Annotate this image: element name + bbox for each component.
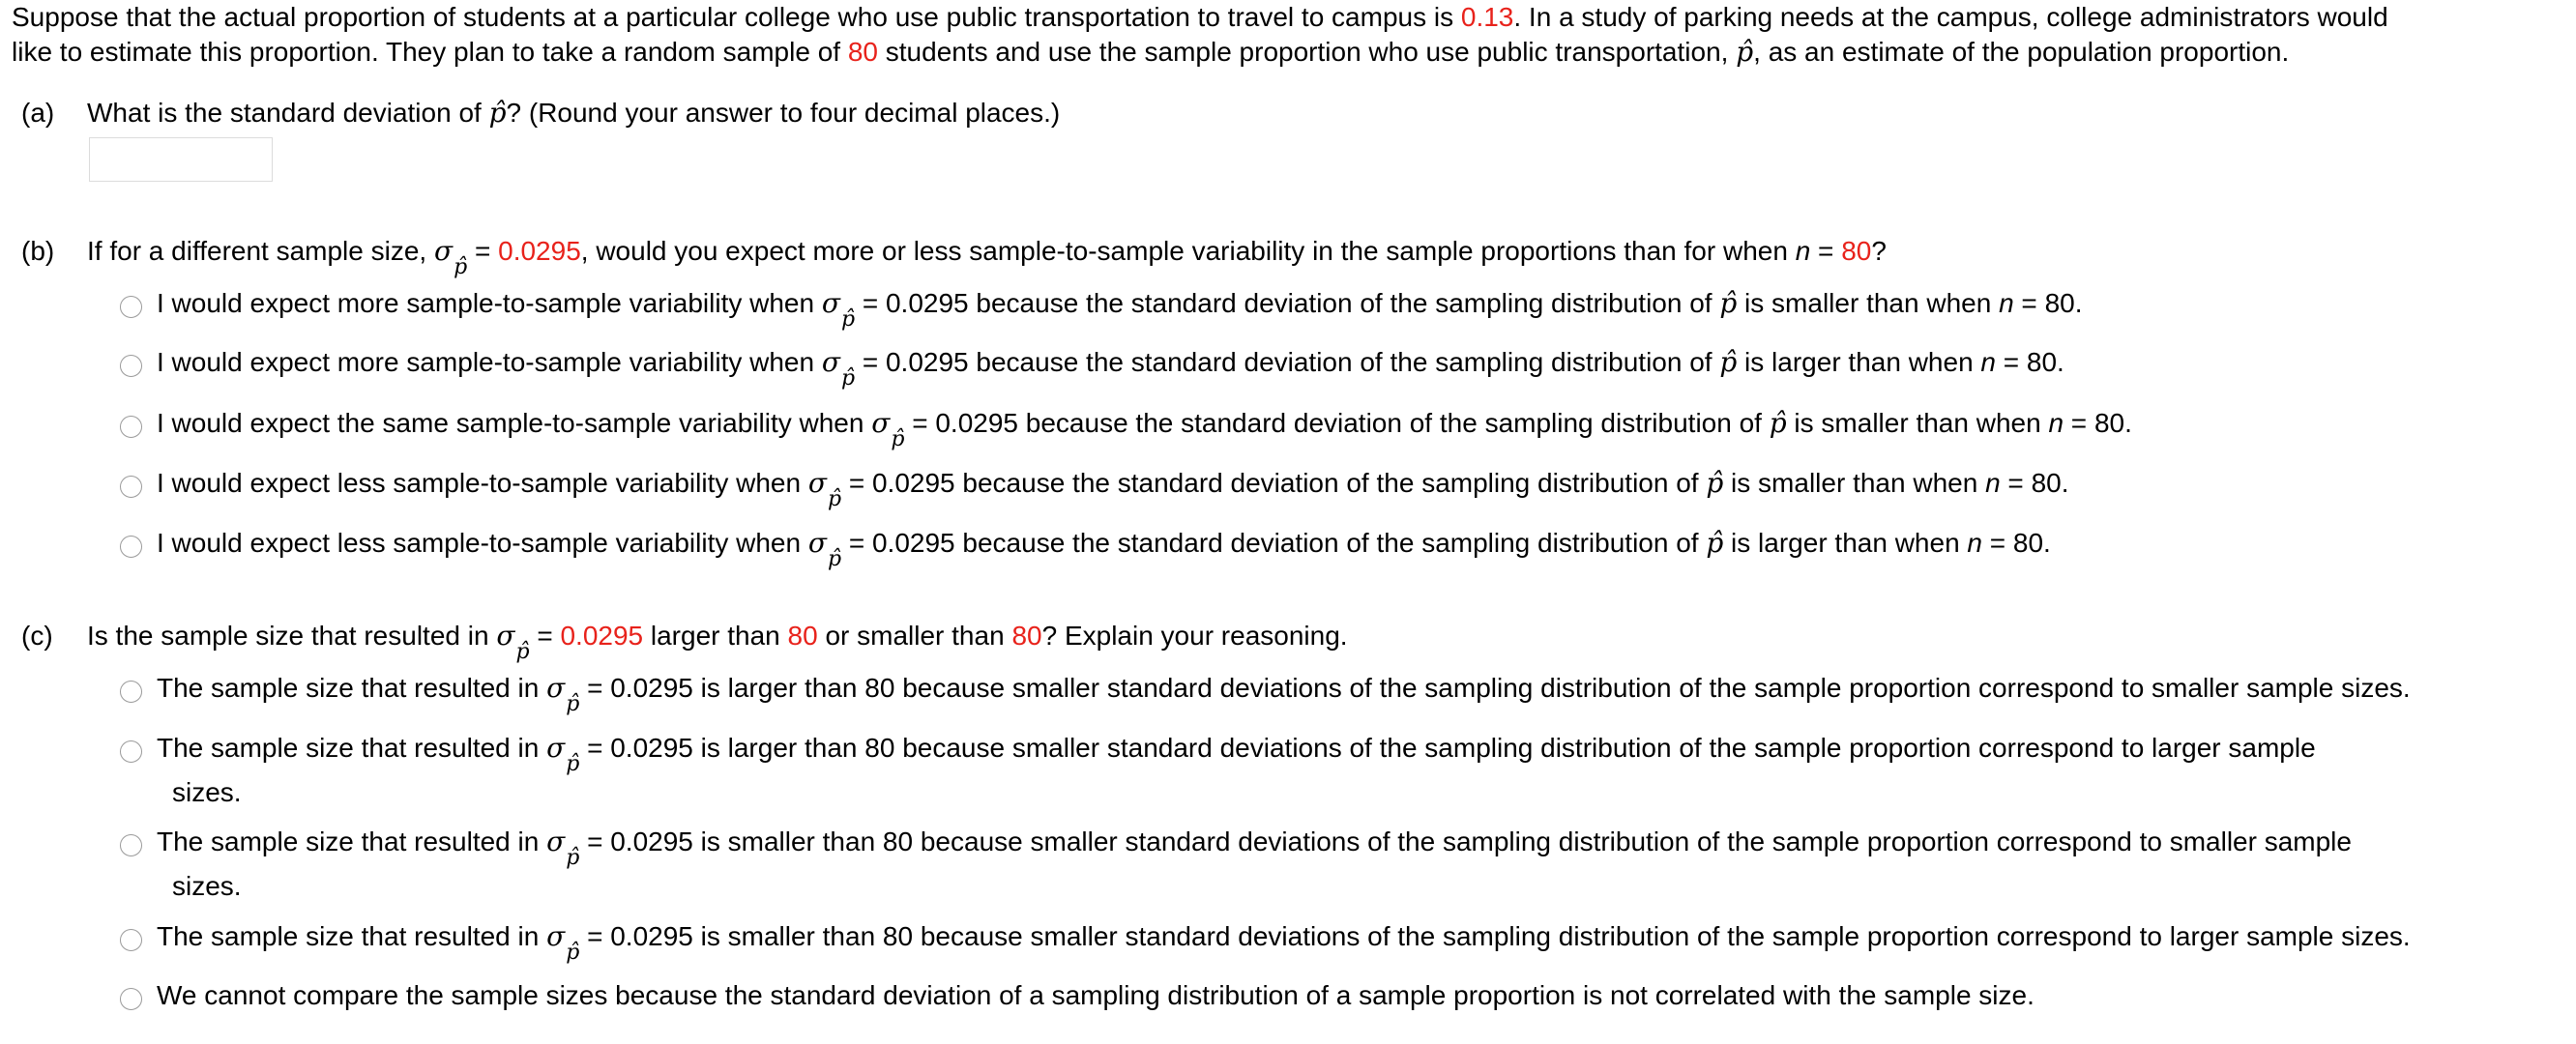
intro-text: , as an estimate of the population proportion. [1753, 37, 2290, 67]
part-c-label: (c) [21, 621, 53, 651]
part-b-option-2-label[interactable]: I would expect more sample-to-sample variability when $\sigma_{p̂} = 0.0295$ because the standard deviation of the sampling distribution of p̂ is larger than when n = 80. [157, 346, 2064, 391]
sd-value: 0.0295 [498, 236, 581, 266]
phat-subscript: p̂ [515, 640, 530, 664]
sigma-symbol: σ [433, 235, 454, 267]
sample-size-value: 80 [1011, 621, 1042, 651]
part-c-option-5-label[interactable]: We cannot compare the sample sizes because the standard deviation of a sampling distribution of a sample proportion is not correlated with the sample size. [157, 980, 2034, 1010]
part-b-option-3-radio[interactable] [120, 416, 142, 438]
part-b-question: If for a different sample size, $\sigma_{p̂} = 0.0295$, would you expect more or less sample-to-sample variability in the sample proportions than for when n = 80? [87, 235, 1887, 279]
part-c-option-1-radio[interactable] [120, 681, 142, 703]
part-c-question: Is the sample size that resulted in $\sigma_{p̂} = 0.0295$ larger than 80 or smaller than 80? Explain your reasoning. [87, 620, 1348, 664]
phat-subscript: p̂ [454, 255, 468, 279]
population-proportion-value: 0.13 [1460, 2, 1514, 32]
n-symbol: n [1795, 236, 1811, 266]
part-b-label: (b) [21, 236, 55, 266]
sd-value: 0.0295 [560, 621, 644, 651]
intro-line-1 [12, 0, 2388, 35]
part-b-option-5-radio[interactable] [120, 536, 142, 558]
sigma-symbol: σ [496, 620, 515, 652]
phat-symbol: p̂ [488, 97, 507, 129]
part-c-option-3-continuation[interactable]: sizes. [172, 871, 242, 901]
part-b-option-3-label[interactable]: I would expect the same sample-to-sample variability when $\sigma_{p̂} = 0.0295$ because the standard deviation of the sampling distribution of p̂ is smaller than when n = 80. [157, 407, 2132, 451]
part-b-option-4-label[interactable]: I would expect less sample-to-sample variability when $\sigma_{p̂} = 0.0295$ because the standard deviation of the sampling distribution of p̂ is smaller than when n = 80. [157, 467, 2069, 511]
intro-text: students and use the sample proportion who use public transportation, [877, 37, 1737, 67]
part-c-option-1-label[interactable]: The sample size that resulted in $\sigma_{p̂} = 0.0295$ is larger than 80 because smaller standard deviations of the sampling distribution of the sample proportion correspond to smaller sample sizes. [157, 672, 2411, 716]
intro-text: Suppose that the actual proportion of students at a particular college who use public transportation to travel to campus is [12, 2, 1461, 32]
part-b-option-1-label[interactable]: I would expect more sample-to-sample variability when $\sigma_{p̂} = 0.0295$ because the standard deviation of the sampling distribution of p̂ is smaller than when n = 80. [157, 287, 2083, 332]
part-c-option-5-radio[interactable] [120, 988, 142, 1010]
intro-text: . In a study of parking needs at the campus, college administrators would [1513, 2, 2388, 32]
sample-size-value: 80 [847, 37, 878, 67]
part-b-option-5-label[interactable]: I would expect less sample-to-sample variability when $\sigma_{p̂} = 0.0295$ because the standard deviation of the sampling distribution of p̂ is larger than when n = 80. [157, 527, 2051, 571]
part-c-option-3-radio[interactable] [120, 834, 142, 856]
part-b-option-1-radio[interactable] [120, 296, 142, 318]
standard-deviation-answer-input[interactable] [89, 137, 273, 182]
part-a-label: (a) [21, 98, 55, 128]
part-b-option-2-radio[interactable] [120, 355, 142, 377]
part-c-option-4-radio[interactable] [120, 929, 142, 951]
part-c-option-3-label[interactable]: The sample size that resulted in $\sigma_{p̂} = 0.0295$ is smaller than 80 because smaller standard deviations of the sampling distribution of the sample proportion correspond to smaller sample [157, 826, 2352, 870]
part-c-option-2-radio[interactable] [120, 740, 142, 763]
intro-text: like to estimate this proportion. They plan to take a random sample of [12, 37, 848, 67]
part-c-option-2-label[interactable]: The sample size that resulted in $\sigma_{p̂} = 0.0295$ is larger than 80 because smaller standard deviations of the sampling distribution of the sample proportion correspond to larger sample [157, 732, 2316, 776]
part-a-question: What is the standard deviation of p̂? (Round your answer to four decimal places.) [87, 97, 1061, 129]
phat-symbol: p̂ [1736, 36, 1754, 68]
intro-line-2 [12, 35, 2289, 70]
part-c-option-4-label[interactable]: The sample size that resulted in $\sigma_{p̂} = 0.0295$ is smaller than 80 because smaller standard deviations of the sampling distribution of the sample proportion correspond to larger sample sizes. [157, 920, 2411, 965]
part-c-option-2-continuation[interactable]: sizes. [172, 777, 242, 807]
part-b-option-4-radio[interactable] [120, 476, 142, 498]
sample-size-value: 80 [787, 621, 818, 651]
sample-size-value: 80 [1841, 236, 1872, 266]
